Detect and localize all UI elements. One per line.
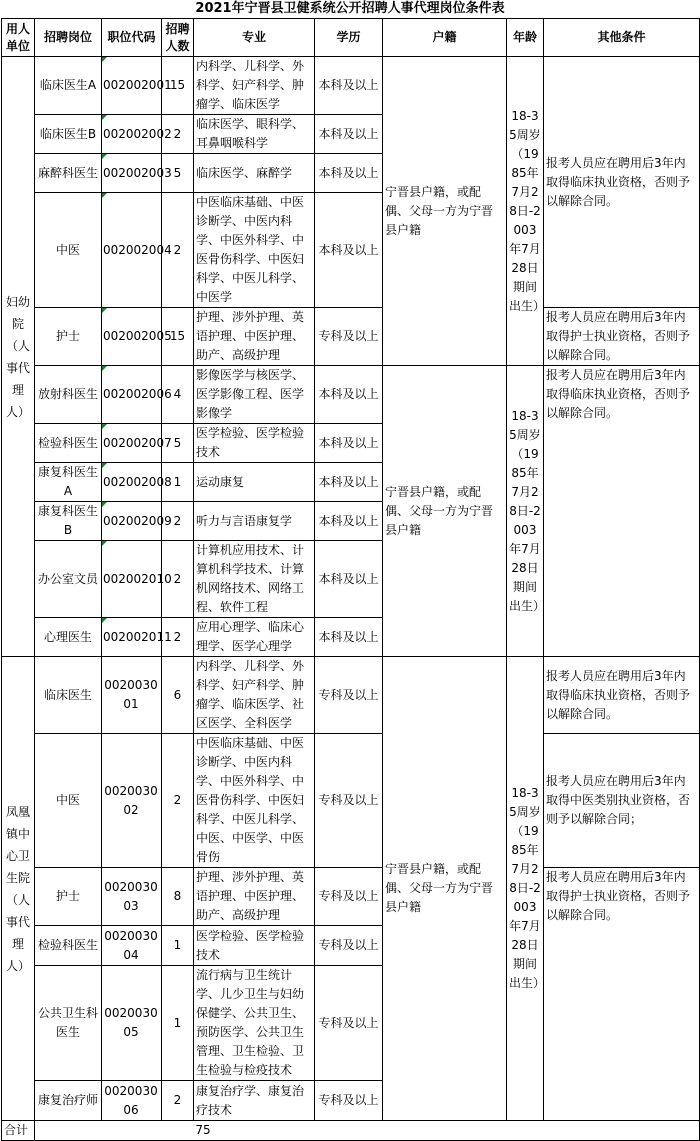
huji-cell: 宁晋县户籍，或配偶、父母一方为宁晋县户籍: [383, 57, 507, 366]
code-cell: 002002011: [102, 618, 162, 657]
count-cell: 2: [162, 734, 194, 868]
code-cell: 002002003: [102, 154, 162, 193]
age-cell: 18-35周岁（1985年7月28日-2003年7月28日期间出生）: [507, 366, 544, 657]
major-cell: 康复治疗学、康复治疗技术: [194, 1081, 315, 1121]
position-cell: 护士: [35, 868, 102, 926]
total-label: 合计: [2, 1121, 35, 1141]
other-cell: 报考人员应在聘用后3年内取得临床执业资格，否则予以解除合同。: [544, 657, 700, 734]
code-cell: 002002001: [102, 57, 162, 115]
education-cell: 本科及以上: [315, 463, 383, 502]
code-cell: 002002008: [102, 463, 162, 502]
position-cell: 检验科医生: [35, 424, 102, 463]
major-cell: 护理、涉外护理、英语护理、中医护理、助产、高级护理: [194, 308, 315, 366]
comment-flag-icon: [102, 115, 107, 120]
code-cell: 002002006: [102, 366, 162, 424]
code-cell: 002002002: [102, 115, 162, 154]
comment-flag-icon: [102, 57, 107, 62]
comment-flag-icon: [102, 366, 107, 371]
huji-cell: 宁晋县户籍，或配偶、父母一方为宁晋县户籍: [383, 366, 507, 657]
education-cell: 专科及以上: [315, 926, 383, 966]
major-cell: 护理、涉外护理、英语护理、中医护理、助产、高级护理: [194, 868, 315, 926]
count-cell: 2: [162, 541, 194, 618]
header-other: 其他条件: [544, 19, 700, 57]
major-cell: 流行病与卫生统计学、儿少卫生与妇幼保健学、公共卫生、预防医学、公共卫生管理、卫生检验、卫生检验与检疫技术: [194, 966, 315, 1081]
comment-flag-icon: [102, 154, 107, 159]
comment-flag-icon: [102, 193, 107, 198]
position-cell: 康复科医生A: [35, 463, 102, 502]
major-cell: 听力与言语康复学: [194, 502, 315, 541]
position-cell: 检验科医生: [35, 926, 102, 966]
count-cell: 5: [162, 424, 194, 463]
code-cell: 002003005: [102, 966, 162, 1081]
table-row: [2, 868, 700, 926]
major-cell: 影像医学与核医学、医学影像工程、医学影像学: [194, 366, 315, 424]
count-cell: 4: [162, 366, 194, 424]
code-cell: 002003006: [102, 1081, 162, 1121]
education-cell: 专科及以上: [315, 966, 383, 1081]
code-cell: 002003003: [102, 868, 162, 926]
header-count: 招聘人数: [162, 19, 194, 57]
comment-flag-icon: [102, 424, 107, 429]
code-cell: 002002005: [102, 308, 162, 366]
count-cell: 8: [162, 868, 194, 926]
position-cell: 临床医生: [35, 657, 102, 734]
other-cell: 报考人员应在聘用后3年内取得护士执业资格，否则予以解除合同。: [544, 868, 700, 1121]
education-cell: 本科及以上: [315, 502, 383, 541]
count-cell: 2: [162, 193, 194, 308]
education-cell: 本科及以上: [315, 366, 383, 424]
position-cell: 康复治疗师: [35, 1081, 102, 1121]
code-cell: 002003001: [102, 657, 162, 734]
unit-name: 妇幼院（人事代理人）: [2, 57, 35, 657]
header-major: 专业: [194, 19, 315, 57]
education-cell: 本科及以上: [315, 541, 383, 618]
education-cell: 专科及以上: [315, 308, 383, 366]
education-cell: 本科及以上: [315, 154, 383, 193]
age-cell: 18-35周岁（1985年7月28日-2003年7月28日期间出生）: [507, 57, 544, 366]
table-title: 2021年宁晋县卫健系统公开招聘人事代理岗位条件表: [195, 1, 505, 16]
education-cell: 本科及以上: [315, 424, 383, 463]
education-cell: 专科及以上: [315, 657, 383, 734]
table-row: [2, 57, 700, 115]
comment-flag-icon: [102, 463, 107, 468]
major-cell: 临床医学、麻醉学: [194, 154, 315, 193]
position-cell: 中医: [35, 193, 102, 308]
education-cell: 本科及以上: [315, 57, 383, 115]
table-row: [2, 366, 700, 424]
code-cell: 002002007: [102, 424, 162, 463]
code-cell: 002003004: [102, 926, 162, 966]
header-position: 招聘岗位: [35, 19, 102, 57]
position-cell: 临床医生B: [35, 115, 102, 154]
unit-name: 凤凰镇中心卫生院（人事代理人）: [2, 657, 35, 1121]
comment-flag-icon: [102, 308, 107, 313]
count-cell: 5: [162, 154, 194, 193]
other-cell: 报考人员应在聘用后3年内取得护士执业资格，否则予以解除合同。: [544, 308, 700, 366]
count-cell: 2: [162, 115, 194, 154]
count-cell: 6: [162, 657, 194, 734]
code-cell: 002002010: [102, 541, 162, 618]
position-cell: 护士: [35, 308, 102, 366]
position-cell: 康复科医生B: [35, 502, 102, 541]
recruitment-table: [1, 18, 700, 1141]
other-cell: 报考人员应在聘用后3年内取得临床执业资格，否则予以解除合同。: [544, 366, 700, 657]
code-cell: 002002004: [102, 193, 162, 308]
header-age: 年龄: [507, 19, 544, 57]
huji-cell: 宁晋县户籍，或配偶、父母一方为宁晋县户籍: [383, 657, 507, 1121]
position-cell: 麻醉科医生: [35, 154, 102, 193]
major-cell: 内科学、儿科学、外科学、妇产科学、肿瘤学、临床医学: [194, 57, 315, 115]
position-cell: 临床医生A: [35, 57, 102, 115]
education-cell: 本科及以上: [315, 193, 383, 308]
count-cell: 2: [162, 618, 194, 657]
count-cell: 2: [162, 502, 194, 541]
count-cell: 1: [162, 966, 194, 1081]
header-huji: 户籍: [383, 19, 507, 57]
count-cell: 2: [162, 1081, 194, 1121]
major-cell: 中医临床基础、中医诊断学、中医内科学、中医外科学、中医骨伤科学、中医妇科学、中医儿科学、中医学: [194, 193, 315, 308]
education-cell: 本科及以上: [315, 115, 383, 154]
table-row: [2, 734, 700, 868]
major-cell: 计算机应用技术、计算机科学技术、计算机网络技术、网络工程、软件工程: [194, 541, 315, 618]
position-cell: 心理医生: [35, 618, 102, 657]
major-cell: 中医临床基础、中医诊断学、中医内科学、中医外科学、中医骨伤科学、中医妇科学、中医儿科学、中医、中医学、中医骨伤: [194, 734, 315, 868]
other-cell: 报考人员应在聘用后3年内取得中医类别执业资格，否则予以解除合同；: [544, 734, 700, 868]
education-cell: 专科及以上: [315, 868, 383, 926]
header-code: 职位代码: [102, 19, 162, 57]
major-cell: 内科学、儿科学、外科学、妇产科学、肿瘤学、临床医学、社区医学、全科医学: [194, 657, 315, 734]
education-cell: 专科及以上: [315, 1081, 383, 1121]
header-unit: 用人单位: [2, 19, 35, 57]
position-cell: 办公室文员: [35, 541, 102, 618]
comment-flag-icon: [102, 541, 107, 546]
code-cell: 002002009: [102, 502, 162, 541]
count-cell: 15: [162, 308, 194, 366]
count-cell: 1: [162, 926, 194, 966]
position-cell: 公共卫生科医生: [35, 966, 102, 1081]
major-cell: 应用心理学、临床心理学、医学心理学: [194, 618, 315, 657]
count-cell: 15: [162, 57, 194, 115]
major-cell: 医学检验、医学检验技术: [194, 424, 315, 463]
position-cell: 放射科医生: [35, 366, 102, 424]
table-row: [2, 657, 700, 734]
comment-flag-icon: [102, 618, 107, 623]
total-value: 75: [35, 1121, 700, 1141]
count-cell: 1: [162, 463, 194, 502]
major-cell: 运动康复: [194, 463, 315, 502]
header-row: [2, 19, 700, 57]
education-cell: 本科及以上: [315, 618, 383, 657]
age-cell: 18-35周岁（1985年7月28日-2003年7月28日期间出生）: [507, 657, 544, 1121]
major-cell: 医学检验、医学检验技术: [194, 926, 315, 966]
position-cell: 中医: [35, 734, 102, 868]
comment-flag-icon: [102, 502, 107, 507]
code-cell: 002003002: [102, 734, 162, 868]
table-row: [2, 308, 700, 366]
education-cell: 专科及以上: [315, 734, 383, 868]
major-cell: 临床医学、眼科学、耳鼻咽喉科学: [194, 115, 315, 154]
other-cell: 报考人员应在聘用后3年内取得临床执业资格，否则予以解除合同。: [544, 57, 700, 308]
header-education: 学历: [315, 19, 383, 57]
total-row: [2, 1121, 700, 1141]
